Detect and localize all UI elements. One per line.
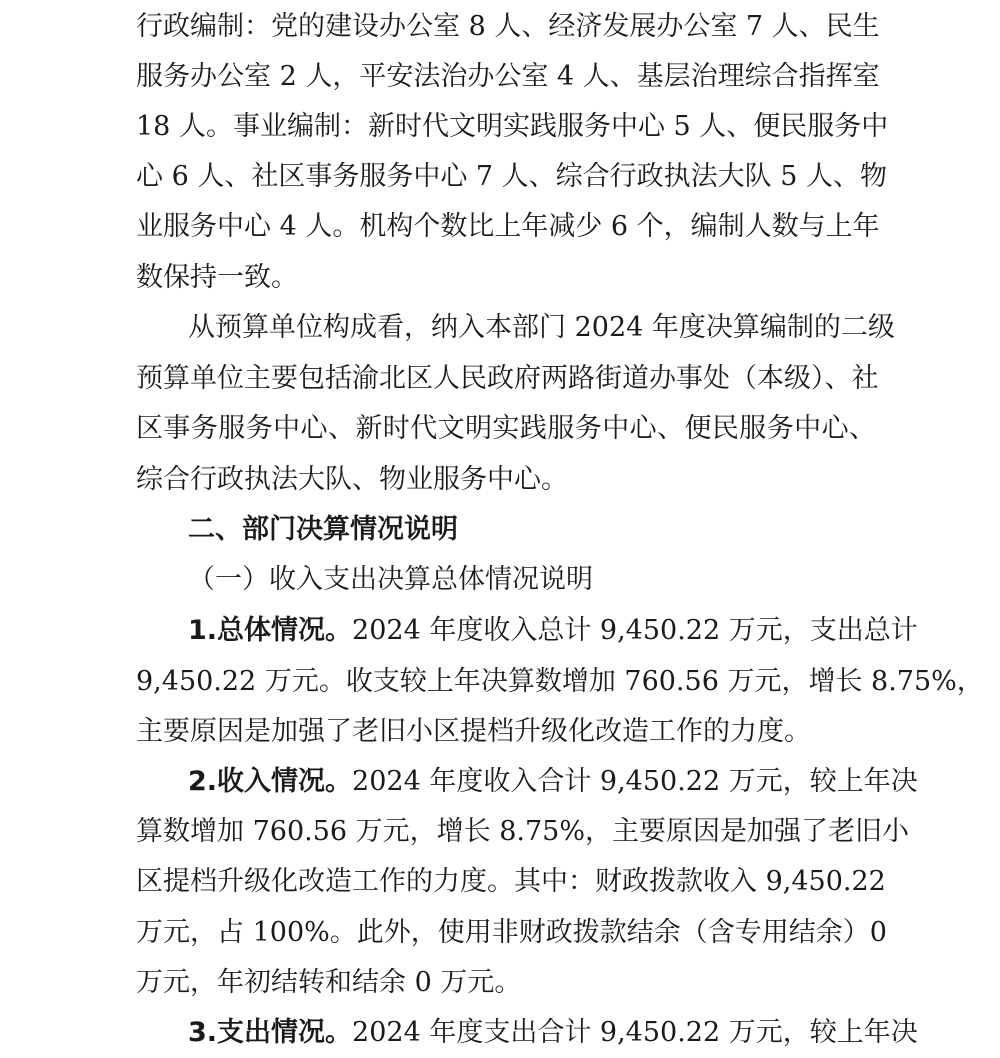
item-first-line: [188, 757, 918, 807]
text-line: 预算单位主要包括渝北区人民政府两路街道办事处（本级）、社: [136, 363, 879, 394]
text-line: 数保持一致。: [136, 262, 298, 293]
item-text: 2024 年度支出合计 9,450.22 万元，较上年决: [352, 1017, 918, 1048]
text-line: 9,450.22 万元。收支较上年决算数增加 760.56 万元，增长 8.75%，: [136, 666, 984, 697]
text-line: 从预算单位构成看，纳入本部门 2024 年度决算编制的二级: [188, 312, 895, 343]
text-line: 算数增加 760.56 万元，增长 8.75%，主要原因是加强了老旧小: [136, 816, 909, 847]
item-first-line: [188, 606, 918, 656]
item-lead: 2.收入情况。: [188, 766, 353, 797]
text-line: 万元，占 100%。此外，使用非财政拨款结余（含专用结余）0: [136, 917, 887, 948]
text-line: 主要原因是加强了老旧小区提档升级化改造工作的力度。: [136, 716, 811, 747]
text-line: 区提档升级化改造工作的力度。其中：财政拨款收入 9,450.22: [136, 866, 886, 897]
item-text: 2024 年度收入总计 9,450.22 万元，支出总计: [352, 615, 918, 646]
text-line: 服务办公室 2 人，平安法治办公室 4 人、基层治理综合指挥室: [136, 61, 880, 92]
text-line: 行政编制：党的建设办公室 8 人、经济发展办公室 7 人、民生: [136, 11, 880, 42]
item-first-line: [188, 1008, 918, 1058]
subsection-heading: （一）收入支出决算总体情况说明: [188, 564, 593, 595]
item-lead: 3.支出情况。: [188, 1017, 353, 1048]
item-text: 2024 年度收入合计 9,450.22 万元，较上年决: [352, 766, 918, 797]
text-line: 综合行政执法大队、物业服务中心。: [136, 464, 568, 495]
text-line: 心 6 人、社区事务服务中心 7 人、综合行政执法大队 5 人、物: [136, 161, 888, 192]
text-line: 万元，年初结转和结余 0 万元。: [136, 967, 522, 998]
text-line: 业服务中心 4 人。机构个数比上年减少 6 个，编制人数与上年: [136, 211, 880, 242]
text-line: 区事务服务中心、新时代文明实践服务中心、便民服务中心、: [136, 413, 876, 444]
item-lead: 1.总体情况。: [188, 615, 353, 646]
section-heading: 二、部门决算情况说明: [188, 514, 458, 545]
text-line: 18 人。事业编制：新时代文明实践服务中心 5 人、便民服务中: [136, 111, 889, 142]
